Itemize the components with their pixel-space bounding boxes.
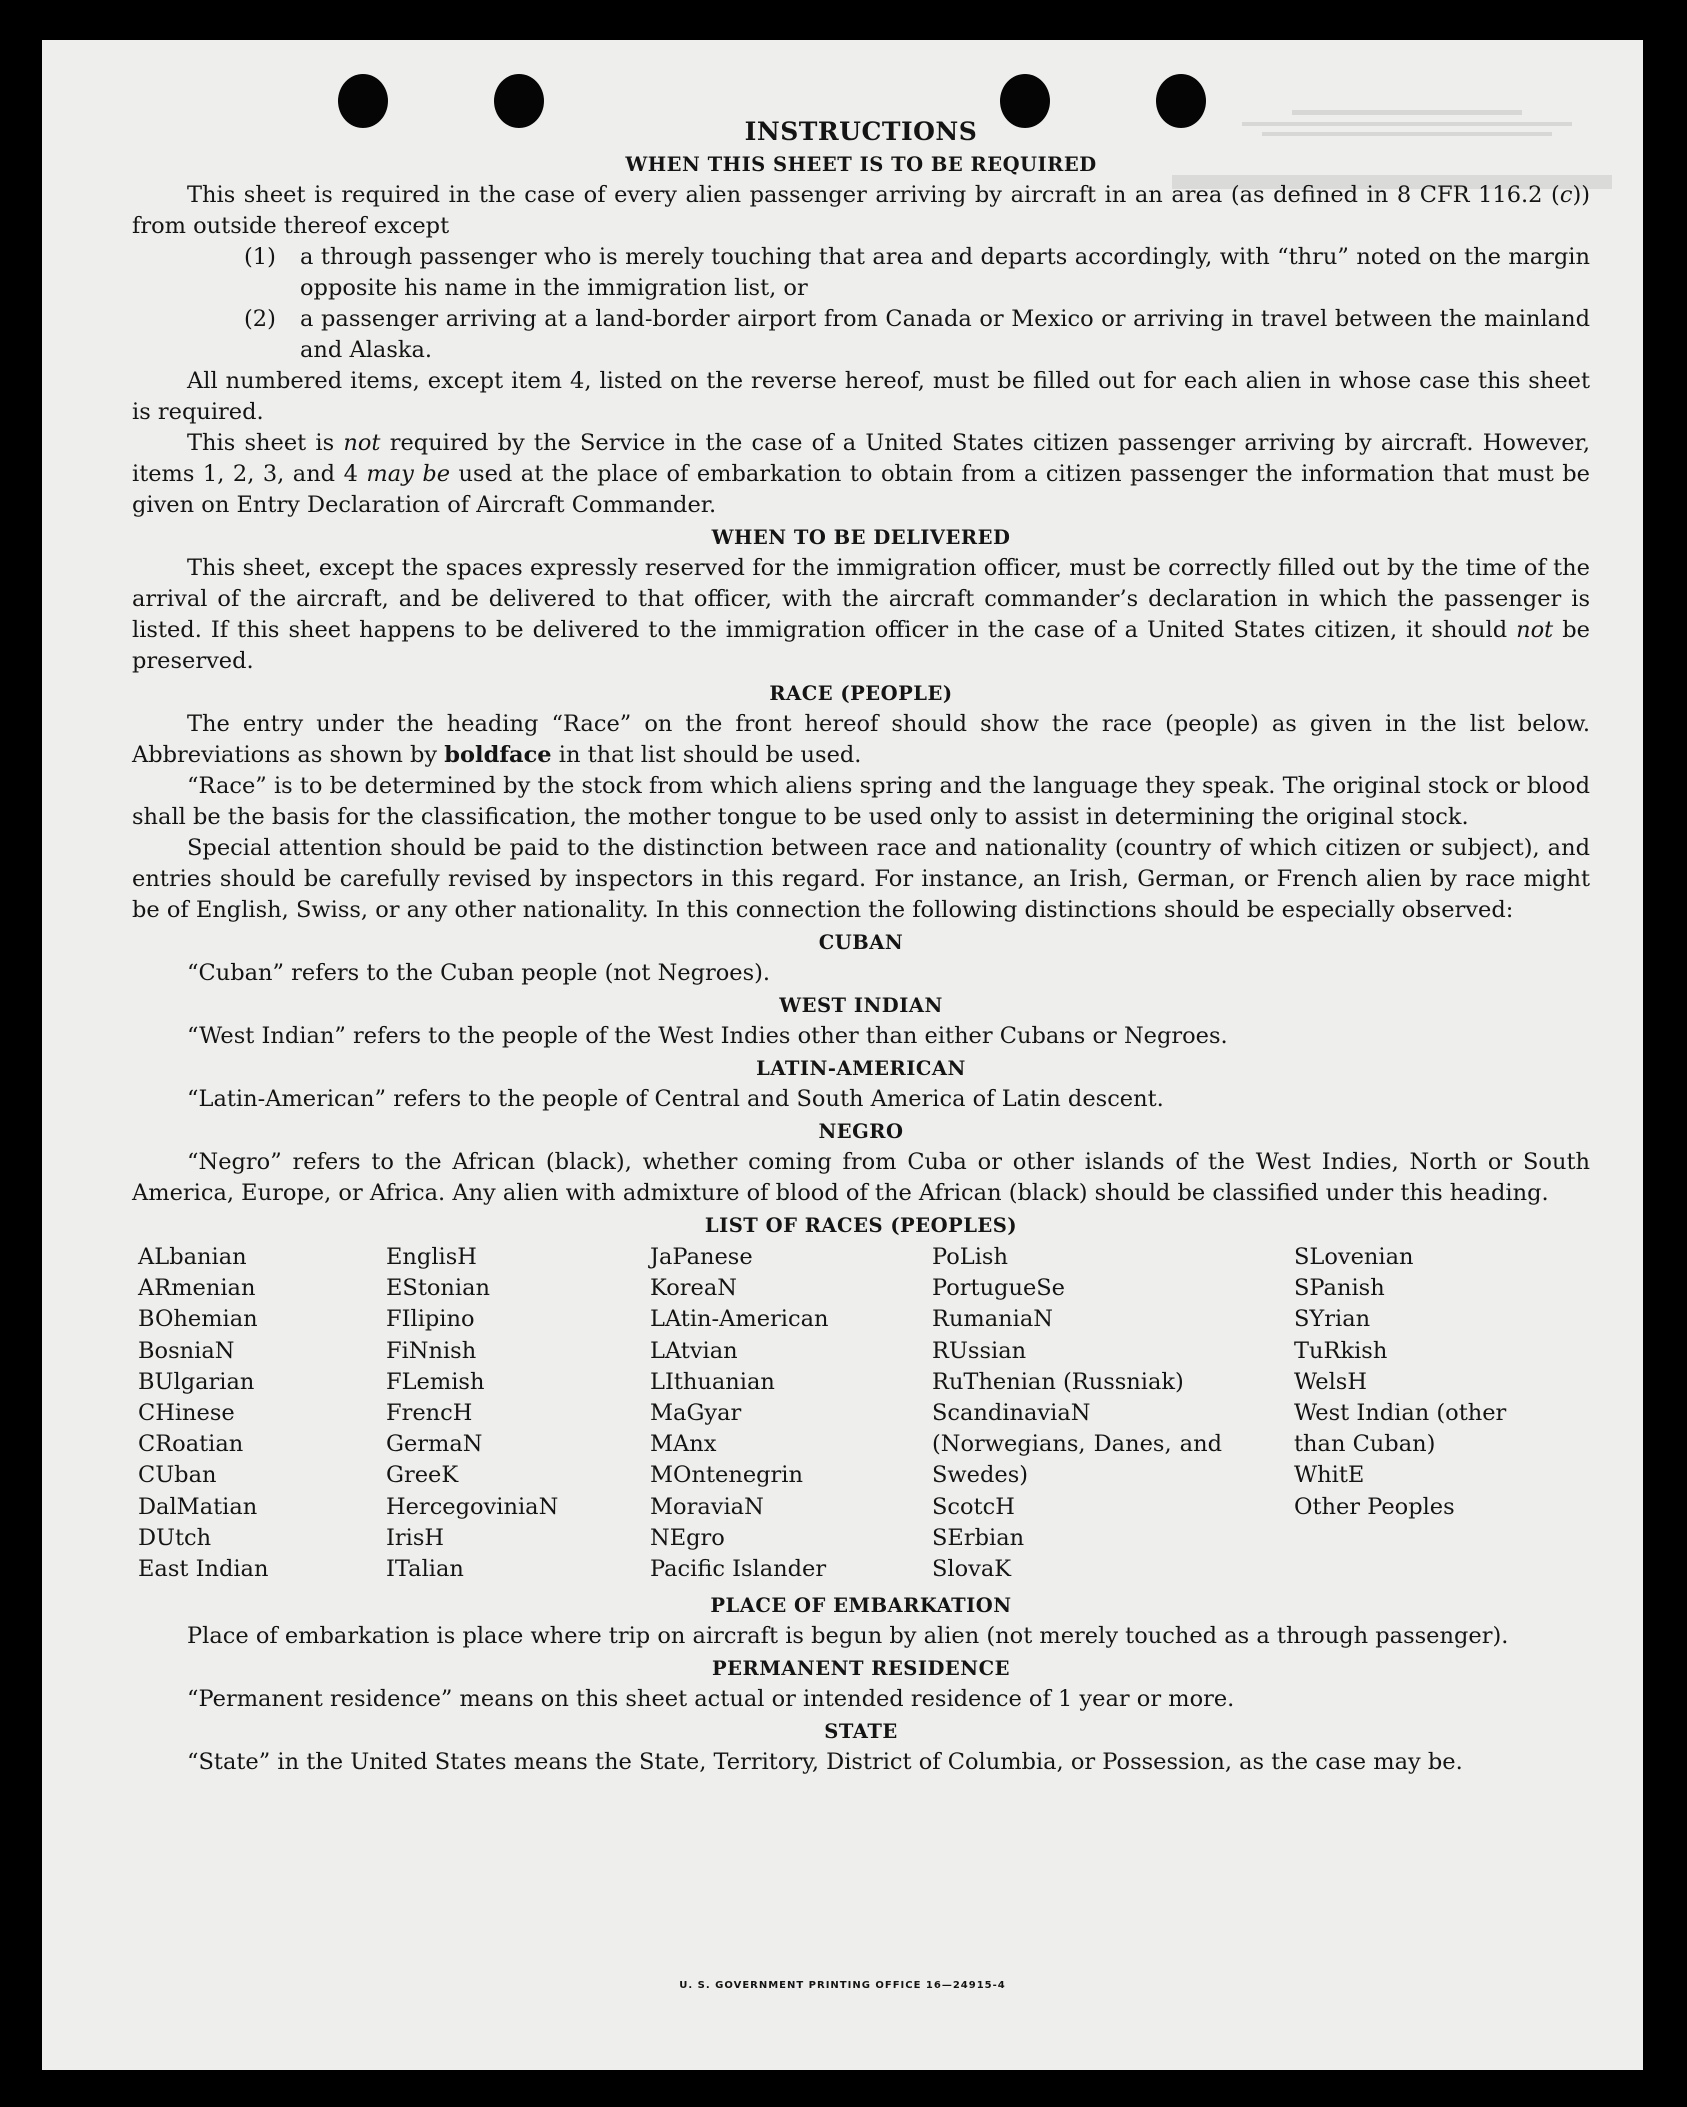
race-item: ARmenian (138, 1275, 256, 1302)
race-item: BUlgarian (138, 1368, 255, 1395)
race-item: DalMatian (138, 1493, 258, 1520)
race-item: SErbian (932, 1524, 1025, 1551)
race-item: EnglisH (386, 1244, 477, 1270)
cuban-definition: “Cuban” refers to the Cuban people (not Negroes). (187, 960, 771, 986)
heading-cuban: CUBAN (818, 931, 904, 954)
race-item: DUtch (138, 1524, 212, 1551)
heading-when-delivered: WHEN TO BE DELIVERED (711, 526, 1011, 549)
race-item: MoraviaN (650, 1493, 764, 1520)
page-title: INSTRUCTIONS (744, 117, 978, 146)
race-item: TuRkish (1294, 1337, 1388, 1364)
race-column-3 (650, 1242, 932, 1585)
race-item: RuThenian (Russniak) (932, 1368, 1184, 1395)
race-para-1: The entry under the heading “Race” on the front hereof should show the race (people) as given in the list below. Abbreviations as shown by boldface in that list should be used. (132, 711, 1590, 768)
race-item: WhitE (1294, 1462, 1365, 1489)
race-item: Other Peoples (1294, 1493, 1455, 1520)
race-para-3: Special attention should be paid to the distinction between race and nationality (country of which citizen or subject), and entries should be carefully revised by inspectors in this regard. For instance, an Irish, German, or French alien by race might be of English, Swiss, or any other nationality. In this connection the following distinctions should be especially observed: (132, 835, 1590, 923)
race-item: LIthuanian (650, 1368, 775, 1395)
heading-permanent-residence: PERMANENT RESIDENCE (711, 1657, 1010, 1681)
latin-american-definition: “Latin-American” refers to the people of Central and South America of Latin descent. (187, 1086, 1164, 1112)
race-item: Pacific Islander (650, 1556, 827, 1583)
race-column-1 (138, 1242, 386, 1585)
heading-list-of-races: LIST OF RACES (PEOPLES) (704, 1214, 1018, 1237)
race-item: EStonian (386, 1275, 491, 1302)
race-item: FrencH (386, 1400, 473, 1427)
race-item: CHinese (138, 1400, 235, 1427)
race-item: SPanish (1294, 1275, 1385, 1302)
race-column-4 (932, 1242, 1294, 1585)
state-definition: “State” in the United States means the State, Territory, District of Columbia, or Possession, as the case may be. (187, 1749, 1463, 1776)
race-item: SLovenian (1294, 1244, 1414, 1270)
race-item: JaPanese (650, 1244, 753, 1270)
race-item: LAtin-American (650, 1306, 829, 1333)
race-item: WelsH (1294, 1368, 1367, 1395)
race-item: FLemish (386, 1368, 485, 1395)
race-item: NEgro (650, 1524, 725, 1551)
race-para-2: “Race” is to be determined by the stock from which aliens spring and the language they speak. The original stock or blood shall be the basis for the classification, the mother tongue to be used only to assist in determining the original stock. (132, 773, 1590, 830)
when-required-intro: This sheet is required in the case of every alien passenger arriving by aircraft in an area (as defined in 8 CFR 116.2 (c)) from outside thereof except (132, 182, 1590, 239)
race-item: ScandinaviaN (Norwegians, Danes, and Swedes) (932, 1400, 1222, 1489)
heading-latin-american: LATIN-AMERICAN (756, 1057, 966, 1080)
race-item: East Indian (138, 1556, 269, 1583)
race-item: GreeK (386, 1462, 459, 1489)
heading-negro: NEGRO (818, 1120, 904, 1143)
race-item: ITalian (386, 1556, 464, 1583)
race-item: West Indian (other than Cuban) (1294, 1400, 1507, 1458)
heading-state: STATE (824, 1720, 898, 1744)
exception-item-2: (2) a passenger arriving at a land-border airport from Canada or Mexico or arriving in travel between the mainland and Alaska. (244, 306, 1590, 363)
race-item: BosniaN (138, 1337, 235, 1364)
printing-office-footer: U. S. GOVERNMENT PRINTING OFFICE 16—24915-4 (679, 1980, 1006, 1991)
when-required-para-2: All numbered items, except item 4, listed on the reverse hereof, must be filled out for each alien in whose case this sheet is required. (132, 368, 1590, 425)
race-item: IrisH (386, 1524, 445, 1551)
permanent-residence-definition: “Permanent residence” means on this sheet actual or intended residence of 1 year or more. (187, 1686, 1235, 1713)
heading-place-of-embarkation: PLACE OF EMBARKATION (710, 1594, 1012, 1618)
west-indian-definition: “West Indian” refers to the people of the West Indies other than either Cubans or Negroes. (187, 1023, 1228, 1049)
race-item: RUssian (932, 1337, 1027, 1364)
race-column-2 (386, 1242, 650, 1585)
race-item: SYrian (1294, 1306, 1371, 1333)
races-list (132, 1242, 1590, 1585)
race-item: MaGyar (650, 1400, 742, 1427)
race-column-5 (1294, 1242, 1564, 1585)
race-item: PortugueSe (932, 1275, 1066, 1302)
heading-west-indian: WEST INDIAN (779, 994, 943, 1017)
when-delivered-para: This sheet, except the spaces expressly reserved for the immigration officer, must be correctly filled out by the time of the arrival of the aircraft, and be delivered to that officer, with the aircraft commander’s declaration in which the passenger is listed. If this sheet happens to be delivered to the immigration officer in the case of a United States citizen, it should not be preserved. (132, 555, 1590, 674)
heading-race: RACE (PEOPLE) (769, 682, 953, 705)
heading-when-required: WHEN THIS SHEET IS TO BE REQUIRED (625, 153, 1097, 176)
race-item: HercegoviniaN (386, 1493, 559, 1520)
negro-definition: “Negro” refers to the African (black), whether coming from Cuba or other islands of the West Indies, North or South America, Europe, or Africa. Any alien with admixture of blood of the African (black) should be classified under this heading. (132, 1149, 1590, 1206)
race-item: GermaN (386, 1431, 483, 1458)
when-required-para-3: This sheet is not required by the Service in the case of a United States citizen passenger arriving by aircraft. However, items 1, 2, 3, and 4 may be used at the place of embarkation to obtain from a citizen passenger the information that must be given on Entry Declaration of Aircraft Commander. (132, 430, 1590, 518)
race-item: RumaniaN (932, 1306, 1053, 1333)
place-of-embarkation-definition: Place of embarkation is place where trip on aircraft is begun by alien (not merely touched as a through passenger). (187, 1623, 1509, 1650)
race-item: LAtvian (650, 1337, 738, 1364)
race-item: SlovaK (932, 1556, 1012, 1583)
race-item: BOhemian (138, 1306, 258, 1333)
race-item: ALbanian (138, 1244, 247, 1270)
race-item: KoreaN (650, 1275, 737, 1302)
race-item: CUban (138, 1462, 217, 1489)
race-item: PoLish (932, 1244, 1008, 1270)
instructions-content (132, 116, 1590, 1778)
exception-item-1: (1) a through passenger who is merely touching that area and departs accordingly, with “thru” noted on the margin opposite his name in the immigration list, or (244, 244, 1590, 301)
race-item: ScotcH (932, 1493, 1015, 1520)
race-item: MOntenegrin (650, 1462, 803, 1489)
race-item: FiNnish (386, 1337, 477, 1364)
race-item: FIlipino (386, 1306, 475, 1333)
race-item: CRoatian (138, 1431, 244, 1458)
race-item: MAnx (650, 1431, 717, 1458)
document-page (42, 40, 1643, 2070)
